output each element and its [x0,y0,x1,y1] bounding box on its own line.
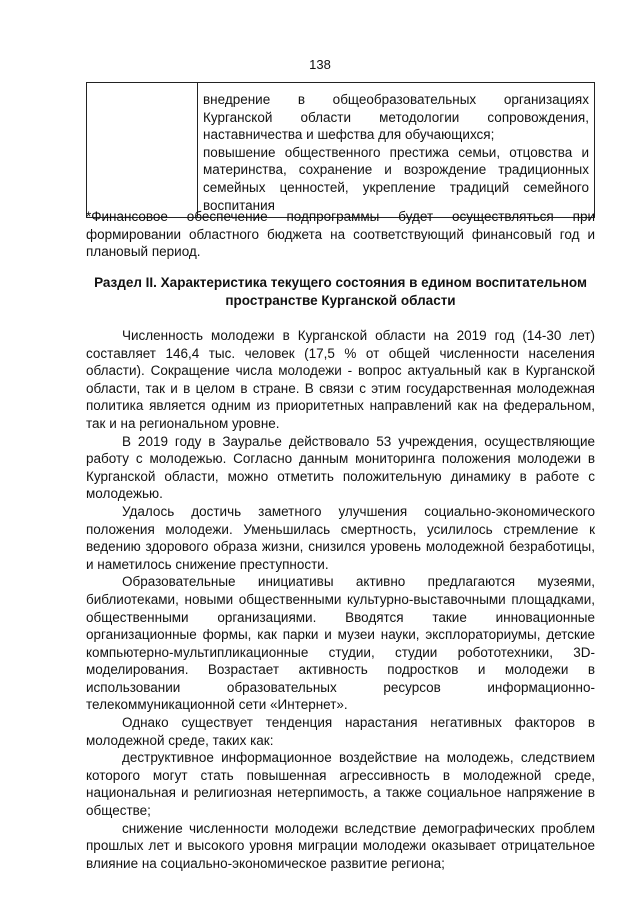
section-heading [86,274,595,309]
section-heading-line: Раздел II. Характеристика текущего состояния в едином воспитательном [94,275,587,290]
body-text [86,327,595,872]
paragraph: Численность молодежи в Курганской области на 2019 год (14-30 лет) составляет 146,4 тыс. человек (17,5 % от общей численности населения области). Сокращение числа молодежи - вопрос актуальный как в Курганской области, так и в целом в стране. В связи с этим государственная молодежная политика является одним из приоритетных направлений как на федеральном, так и на региональном уровне. [86,328,595,431]
paragraph: Удалось достичь заметного улучшения социально-экономического положения молодежи. Уменьшилась смертность, усилилось стремление к ведению здорового образа жизни, снизился уровень молодежной безработицы, и наметилось снижение преступности. [86,503,595,572]
table-cell-left [87,83,198,218]
table-cell-item: внедрение в общеобразовательных организациях Курганской области методологии сопровождения, наставничества и шефства для обучающихся; [203,92,589,143]
continuation-table [86,82,595,218]
page-number: 138 [309,57,331,72]
paragraph: В 2019 году в Зауралье действовало 53 учреждения, осуществляющие работу с молодежью. Согласно данным мониторинга положения молодежи в Курганской области, можно отметить положительную динамику в работе с молодежью. [86,433,595,502]
section-heading-line: пространстве Курганской области [225,292,456,308]
footnote-text: *Финансовое обеспечение подпрограммы будет осуществляться при формировании областного бюджета на соответствующий финансовый год и плановый период. [86,209,595,260]
paragraph: деструктивное информационное воздействие на молодежь, следствием которого могут стать повышенная агрессивность в молодежной среде, национальная и религиозная нетерпимость, а также социальное напряжение в обществе; [86,750,595,819]
table-cell-item: повышение общественного престижа семьи, отцовства и материнства, сохранение и возрождение традиционных семейных ценностей, укрепление традиций семейного воспитания [203,144,589,213]
footnote [86,208,595,261]
paragraph: Образовательные инициативы активно предлагаются музеями, библиотеками, новыми общественными культурно-выставочными площадками, общественными организациями. Вводятся такие инновационные организационные формы, как парки и музеи науки, эксплораториумы, детские компьютерно-мультипликационные студии, студии робототехники, 3D-моделирования. Возрастает активность подростков и молодежи в использовании образовательных ресурсов информационно-телекоммуникационной сети «Интернет». [86,574,595,713]
paragraph: снижение численности молодежи вследствие демографических проблем прошлых лет и высокого уровня миграции молодежи оказывает отрицательное влияние на социально-экономическое развитие региона; [86,820,595,871]
table-row [87,83,595,218]
paragraph: Однако существует тенденция нарастания негативных факторов в молодежной среде, таких как: [86,715,595,748]
table-cell-right [198,83,595,218]
